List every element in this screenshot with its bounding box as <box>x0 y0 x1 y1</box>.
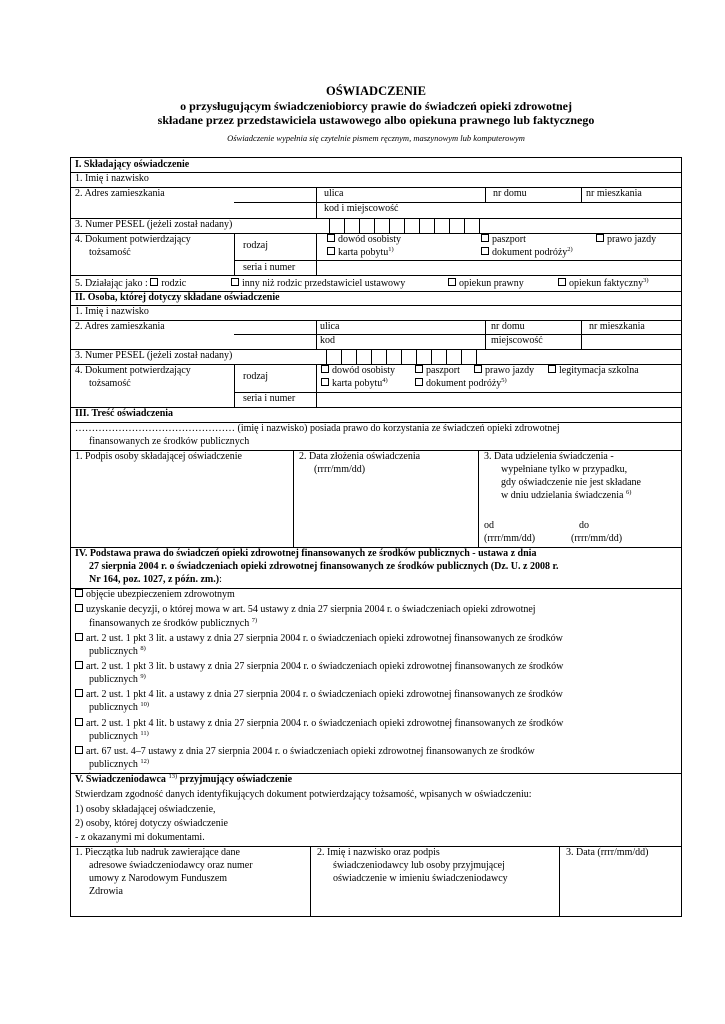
section-2-title: II. Osoba, której dotyczy składane oświadczenie <box>75 292 280 303</box>
s2-address-label: 2. Adres zamieszkania <box>75 321 165 332</box>
table-rule <box>461 349 462 364</box>
table-rule <box>234 392 682 393</box>
s4-option-art2-3a[interactable]: art. 2 ust. 1 pkt 3 lit. a ustawy z dnia 27 sierpnia 2004 r. o świadczeniach opieki zdrowotnej finansowanych ze środków <box>75 633 563 645</box>
s2-street-field[interactable]: ulica <box>320 321 340 332</box>
s4-option-art2-4a-2: publicznych $^{10)}$ <box>89 701 150 713</box>
s1-actual-guardian-checkbox[interactable]: opiekun faktyczny$^{3)}$ <box>558 278 649 290</box>
checkbox-icon <box>75 746 83 754</box>
s1-house-no-field[interactable]: nr domu <box>493 188 527 199</box>
document-subtitle-1: o przysługującym świadczeniobiorcy prawie do świadczeń opieki zdrowotnej <box>180 99 572 113</box>
s1-address-label: 2. Adres zamieszkania <box>75 188 165 199</box>
s1-street-field[interactable]: ulica <box>324 188 344 199</box>
s1-driving-licence-checkbox[interactable]: prawo jazdy <box>596 234 656 246</box>
table-rule <box>356 349 357 364</box>
checkbox-icon <box>558 278 566 286</box>
checkbox-icon <box>75 661 83 669</box>
table-rule <box>434 218 435 233</box>
s1-series-number-field[interactable]: seria i numer <box>243 262 296 273</box>
s1-kind-label: rodzaj <box>243 240 268 251</box>
checkbox-icon <box>321 365 329 373</box>
s4-option-art2-3a-2: publicznych $^{8)}$ <box>89 645 146 657</box>
s1-parent-checkbox[interactable]: rodzic <box>150 278 186 289</box>
s1-travel-doc-checkbox[interactable]: dokument podróży$^{2)}$ <box>481 247 573 259</box>
s4-option-art2-4b-2: publicznych $^{11)}$ <box>89 730 149 742</box>
s4-option-decision[interactable]: uzyskanie decyzji, o której mowa w art. 54 ustawy z dnia 27 sierpnia 2004 r. o świadczeniach opieki zdrowotnej <box>75 604 536 616</box>
table-rule <box>476 349 477 364</box>
s3-statement-line-1: ………………………………………… (imię i nazwisko) posiada prawo do korzystania ze świadczeń opieki zdrowotnej <box>75 423 560 434</box>
section-1-title: I. Składający oświadczenie <box>75 159 190 170</box>
table-rule <box>234 334 682 335</box>
checkbox-icon <box>448 278 456 286</box>
table-rule <box>581 187 582 202</box>
table-rule <box>419 218 420 233</box>
s2-kind-label: rodzaj <box>243 371 268 382</box>
s5-stamp-label-2: adresowe świadczeniodawcy oraz numer <box>89 860 253 871</box>
table-rule <box>71 275 682 276</box>
table-rule <box>401 349 402 364</box>
section-5-title: V. Świadczeniodawca $^{13)}$ przyjmujący oświadczenie <box>75 773 293 785</box>
checkbox-icon <box>75 589 83 597</box>
s1-doc-label: 4. Dokument potwierdzający <box>75 234 191 245</box>
section-4-title-3: Nr 164, poz. 1027, z późn. zm.): <box>89 574 222 585</box>
checkbox-icon <box>474 365 482 373</box>
table-rule <box>316 233 317 275</box>
s5-signature-field[interactable]: 2. Imię i nazwisko oraz podpis <box>317 847 440 858</box>
s1-pesel-label: 3. Numer PESEL (jeżeli został nadany) <box>75 219 233 230</box>
s4-option-art2-4b[interactable]: art. 2 ust. 1 pkt 4 lit. b ustawy z dnia 27 sierpnia 2004 r. o świadczeniach opieki zdrowotnej finansowanych ze środków <box>75 718 563 730</box>
document-subtitle-2: składane przez przedstawiciela ustawowego albo opiekuna prawnego lub faktycznego <box>157 113 595 127</box>
document-header <box>70 84 682 143</box>
s3-grant-date-label-1: 3. Data udzielenia świadczenia - <box>484 451 614 462</box>
table-rule <box>581 320 582 349</box>
s3-signature-field[interactable]: 1. Podpis osoby składającej oświadczenie <box>75 451 242 462</box>
checkbox-icon <box>231 278 239 286</box>
s3-grant-date-label-3: gdy oświadczenie nie jest składane <box>501 477 641 488</box>
s3-grant-date-label-2: wypełniane tylko w przypadku, <box>501 464 628 475</box>
s5-signature-label-3: oświadczenie w imieniu świadczeniodawcy <box>333 873 508 884</box>
fill-instruction: Oświadczenie wypełnia się czytelnie pismem ręcznym, maszynowym lub komputerowym <box>227 133 525 143</box>
s4-option-art2-4a[interactable]: art. 2 ust. 1 pkt 4 lit. a ustawy z dnia 27 sierpnia 2004 r. o świadczeniach opieki zdrowotnej finansowanych ze środków <box>75 689 563 701</box>
s3-date-to-format: (rrrr/mm/dd) <box>571 533 623 544</box>
table-rule <box>485 320 486 349</box>
s5-line-1: Stwierdzam zgodność danych identyfikujących dokument potwierdzający tożsamość, wpisanych w oświadczeniu: <box>75 789 532 800</box>
s2-driving-licence-checkbox[interactable]: prawo jazdy <box>474 365 534 377</box>
s1-flat-no-field[interactable]: nr mieszkania <box>586 188 642 199</box>
s5-stamp-field[interactable]: 1. Pieczątka lub nadruk zawierające dane <box>75 847 240 858</box>
checkbox-icon <box>150 278 158 286</box>
table-rule <box>386 349 387 364</box>
s5-line-2: 1) osoby składającej oświadczenie, <box>75 804 216 815</box>
s2-postal-field[interactable]: kod <box>320 335 335 346</box>
table-rule <box>326 349 327 364</box>
checkbox-icon <box>548 365 556 373</box>
s2-doc-label-2: tożsamość <box>89 378 131 389</box>
s4-option-insurance[interactable]: objęcie ubezpieczeniem zdrowotnym <box>75 589 235 601</box>
table-rule <box>234 364 235 407</box>
checkbox-icon <box>75 633 83 641</box>
checkbox-icon <box>327 234 335 242</box>
s5-signature-label-2: świadczeniodawcy lub osoby przyjmującej <box>333 860 505 871</box>
s2-series-number-field[interactable]: seria i numer <box>243 393 296 404</box>
table-rule <box>316 320 317 349</box>
s1-other-rep-checkbox[interactable]: inny niż rodzic przedstawiciel ustawowy <box>231 278 405 290</box>
table-rule <box>478 450 479 547</box>
s4-option-art2-3b-2: publicznych $^{9)}$ <box>89 673 146 685</box>
table-rule <box>341 349 342 364</box>
s5-line-4: - z okazanymi mi dokumentami. <box>75 832 205 843</box>
s2-flat-no-field[interactable]: nr mieszkania <box>589 321 645 332</box>
table-rule <box>404 218 405 233</box>
declaration-form <box>70 157 682 917</box>
s2-city-field[interactable]: miejscowość <box>491 335 543 346</box>
table-rule <box>359 218 360 233</box>
s2-residence-card-checkbox[interactable]: karta pobytu$^{4)}$ <box>321 378 388 390</box>
table-rule <box>71 172 682 173</box>
s2-school-id-checkbox[interactable]: legitymacja szkolna <box>548 365 639 377</box>
section-4-title-1: IV. Podstawa prawa do świadczeń opieki zdrowotnej finansowanych ze środków publicznych - ustawa z dnia <box>75 548 537 559</box>
table-rule <box>234 202 682 203</box>
s3-grant-date-label-4: w dniu udzielania świadczenia $^{6)}$ <box>501 489 632 501</box>
table-rule <box>316 364 317 407</box>
checkbox-icon <box>75 718 83 726</box>
s4-option-decision-2: finansowanych ze środków publicznych $^{7)}$ <box>89 617 258 629</box>
s2-house-no-field[interactable]: nr domu <box>491 321 525 332</box>
table-rule <box>431 349 432 364</box>
table-rule <box>464 218 465 233</box>
table-rule <box>316 187 317 218</box>
s3-statement-line-2: finansowanych ze środków publicznych <box>89 436 250 447</box>
checkbox-icon <box>75 689 83 697</box>
s1-residence-card-checkbox[interactable]: karta pobytu$^{1)}$ <box>327 247 394 259</box>
table-rule <box>234 260 682 261</box>
table-rule <box>329 218 330 233</box>
checkbox-icon <box>327 247 335 255</box>
section-4-title-2: 27 sierpnia 2004 r. o świadczeniach opieki zdrowotnej finansowanych ze środków publicznych (Dz. U. z 2008 r. <box>89 561 559 572</box>
table-rule <box>344 218 345 233</box>
s5-stamp-label-3: umowy z Narodowym Funduszem <box>89 873 228 884</box>
checkbox-icon <box>596 234 604 242</box>
s2-id-card-checkbox[interactable]: dowód osobisty <box>321 365 395 377</box>
s2-passport-checkbox[interactable]: paszport <box>415 365 460 377</box>
table-rule <box>371 349 372 364</box>
checkbox-icon <box>415 378 423 386</box>
s5-line-3: 2) osoby, której dotyczy oświadczenie <box>75 818 228 829</box>
table-rule <box>479 218 480 233</box>
s3-submission-date-format: (rrrr/mm/dd) <box>314 464 366 475</box>
s3-date-to-field[interactable]: do <box>579 520 589 531</box>
table-rule <box>449 218 450 233</box>
table-rule <box>374 218 375 233</box>
table-rule <box>446 349 447 364</box>
s3-submission-date-field[interactable]: 2. Data złożenia oświadczenia <box>299 451 421 462</box>
table-rule <box>485 187 486 202</box>
checkbox-icon <box>415 365 423 373</box>
table-rule <box>234 233 235 275</box>
table-rule <box>310 846 311 917</box>
s5-date-field[interactable]: 3. Data (rrrr/mm/dd) <box>566 847 649 858</box>
s1-postal-city-field[interactable]: kod i miejscowość <box>324 203 399 214</box>
table-rule <box>416 349 417 364</box>
checkbox-icon <box>75 604 83 612</box>
s1-passport-checkbox[interactable]: paszport <box>481 234 526 246</box>
s1-id-card-checkbox[interactable]: dowód osobisty <box>327 234 401 246</box>
s3-date-from-format: (rrrr/mm/dd) <box>484 533 536 544</box>
s5-stamp-label-4: Zdrowia <box>89 886 123 897</box>
table-rule <box>389 218 390 233</box>
s2-pesel-label: 3. Numer PESEL (jeżeli został nadany) <box>75 350 233 361</box>
table-rule <box>559 846 560 917</box>
document-title: OŚWIADCZENIE <box>325 84 427 98</box>
s1-acting-as-row: 5. Działając jako : rodzic <box>75 278 187 289</box>
s4-option-art67[interactable]: art. 67 ust. 4–7 ustawy z dnia 27 sierpnia 2004 r. o świadczeniach opieki zdrowotnej finansowanych ze środków <box>75 746 535 758</box>
checkbox-icon <box>321 378 329 386</box>
s3-date-from-field[interactable]: od <box>484 520 494 531</box>
s2-name-field[interactable]: 1. Imię i nazwisko <box>75 306 149 317</box>
s2-travel-doc-checkbox[interactable]: dokument podróży$^{5)}$ <box>415 378 507 390</box>
checkbox-icon <box>481 247 489 255</box>
s1-legal-guardian-checkbox[interactable]: opiekun prawny <box>448 278 524 290</box>
checkbox-icon <box>481 234 489 242</box>
s4-option-art67-2: publicznych $^{12)}$ <box>89 758 150 770</box>
s1-name-field[interactable]: 1. Imię i nazwisko <box>75 173 149 184</box>
table-rule <box>293 450 294 547</box>
s1-doc-label-2: tożsamość <box>89 247 131 258</box>
section-3-title: III. Treść oświadczenia <box>75 408 174 419</box>
s4-option-art2-3b[interactable]: art. 2 ust. 1 pkt 3 lit. b ustawy z dnia 27 sierpnia 2004 r. o świadczeniach opieki zdrowotnej finansowanych ze środków <box>75 661 563 673</box>
s2-doc-label: 4. Dokument potwierdzający <box>75 365 191 376</box>
table-rule <box>71 305 682 306</box>
